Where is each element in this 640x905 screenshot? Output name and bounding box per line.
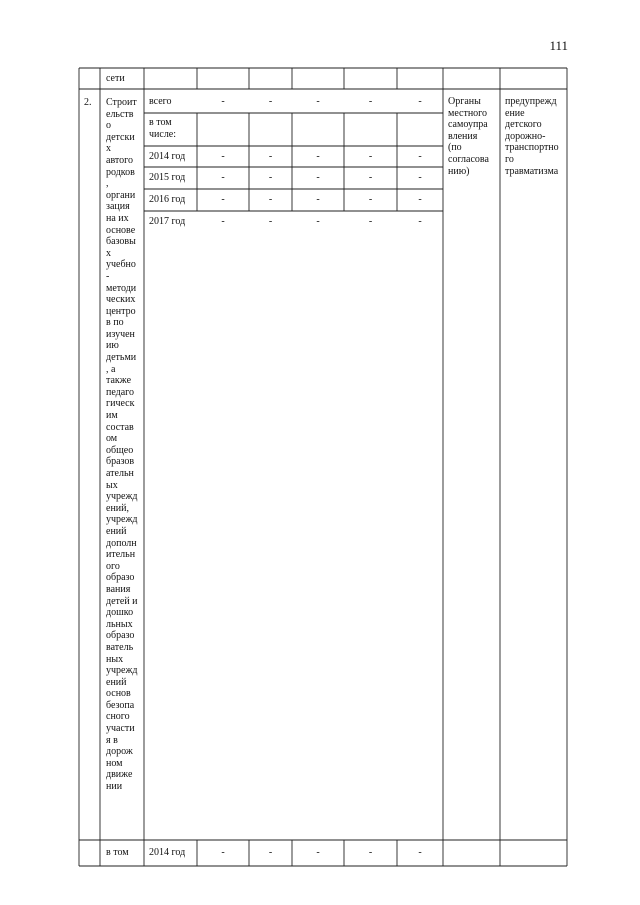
value-cell: - [268,194,273,205]
value-cell: - [316,847,320,858]
value-cell: - [316,216,320,227]
value-cell: - [368,151,373,162]
bottom-measure: в том [106,847,129,858]
value-cell: - [221,151,225,162]
value-cell: - [221,172,225,183]
value-cell: - [368,216,373,227]
value-cell: - [368,847,373,858]
value-cell: - [268,172,273,183]
value-cell: - [418,151,422,162]
top-row-measure: сети [106,73,125,84]
value-cell: - [221,216,225,227]
period-label-total: всего [149,96,172,107]
value-cell: - [268,96,273,107]
measure-text: Строит ельств о детски х автого родков , органи зация на их основе базовы х учебно - методи ческих центро в по изучен ию детьми , а также педаго гическ им состав ом общео бразов ательн ых учрежд ений, учрежд ений дополн ительн ого образо вания детей и дошко льных образо ватель ных учрежд ений основ безопа сного участи я в дорож ном движе нии [106,97,138,793]
value-cell: - [316,96,320,107]
value-cell: - [368,96,373,107]
value-cell: - [418,847,422,858]
value-cell: - [368,194,373,205]
page-number: 111 [549,38,568,53]
value-cell: - [221,847,225,858]
responsible-executor: Органы местного самоупра вления (по согласова нию) [448,96,489,177]
value-cell: - [418,216,422,227]
value-cell: - [221,194,225,205]
bottom-period: 2014 год [149,847,186,858]
value-cell: - [418,172,422,183]
value-cell: - [418,96,422,107]
period-label-2014: 2014 год [149,151,186,162]
expected-result: предупрежд ение детского дорожно- транспортно го травматизма [505,96,559,177]
value-cell: - [418,194,422,205]
row-number: 2. [84,97,92,108]
period-label-2017: 2017 год [149,216,186,227]
value-cell: - [316,172,320,183]
value-cell: - [316,151,320,162]
value-cell: - [316,194,320,205]
value-cell: - [221,96,225,107]
period-label-2015: 2015 год [149,172,186,183]
period-label-including: в том числе: [149,117,177,140]
value-cell: - [368,172,373,183]
period-label-2016: 2016 год [149,194,186,205]
value-cell: - [268,847,273,858]
value-cell: - [268,151,273,162]
value-cell: - [268,216,273,227]
